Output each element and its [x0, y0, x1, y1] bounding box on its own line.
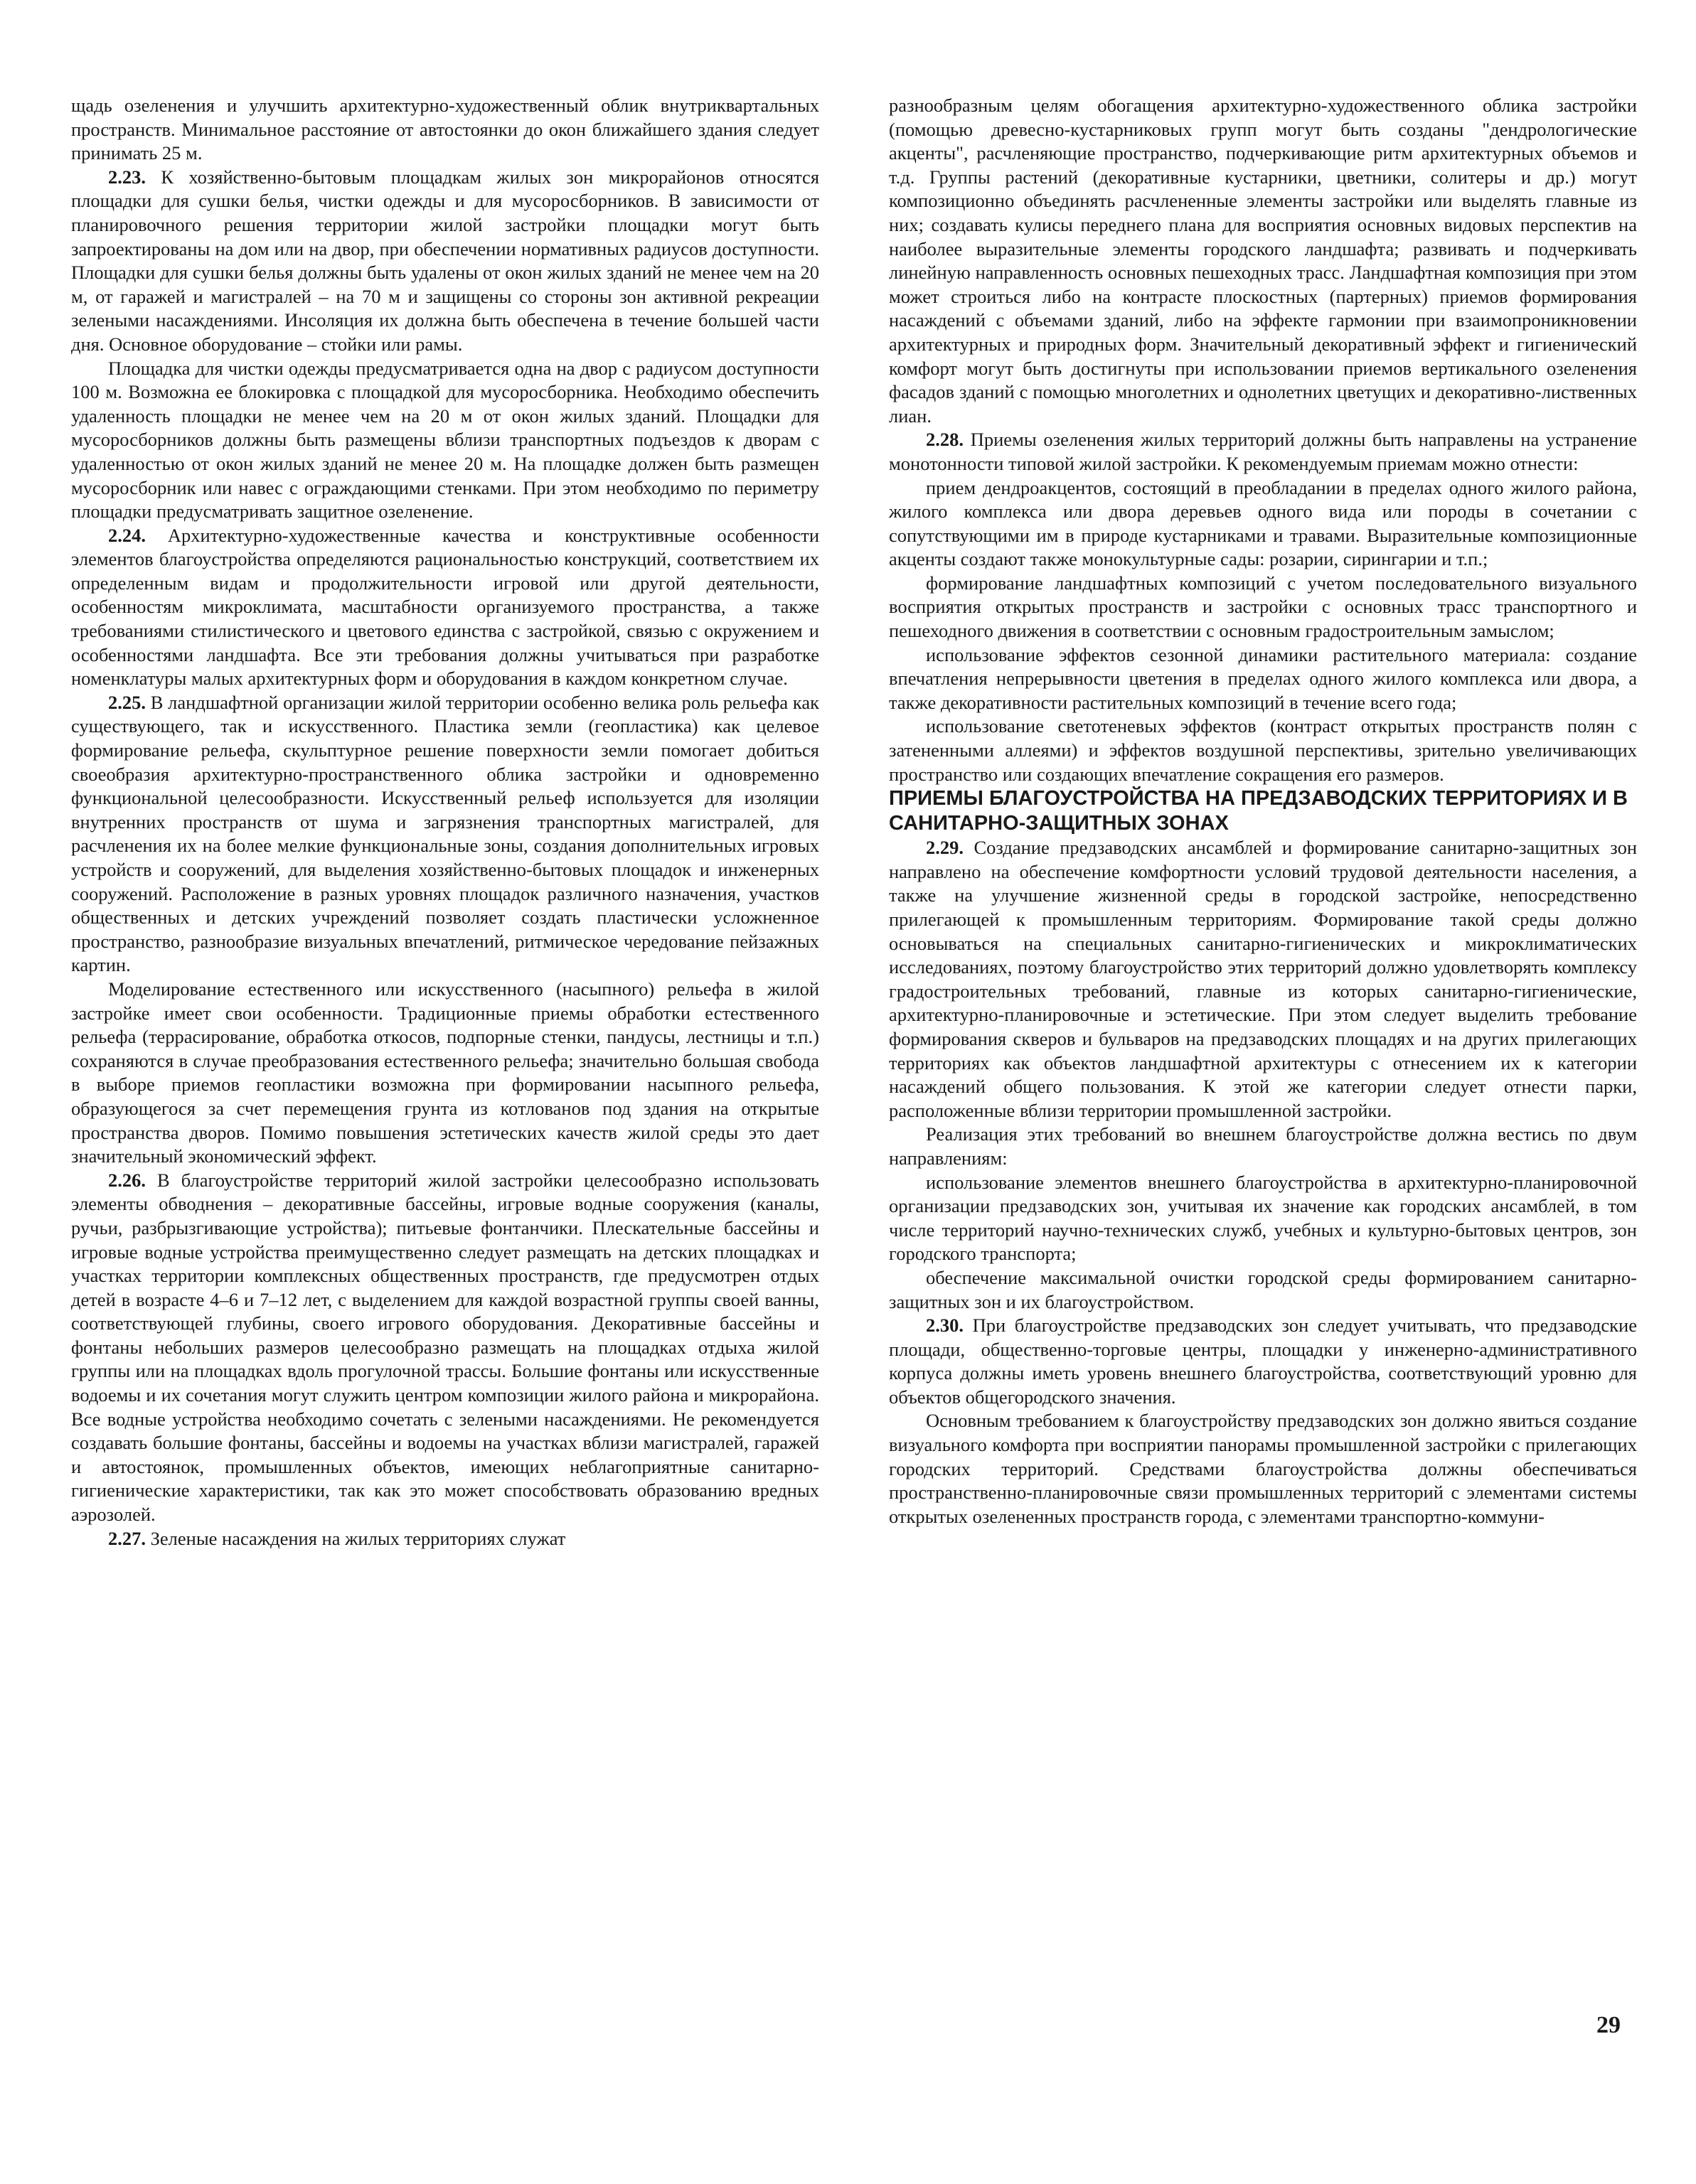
paragraph-2-26: 2.26. В благоустройстве территорий жилой застройки целесообразно использовать элементы обводнения – декоративные бассейны, игровые водные сооружения (каналы, ручьи, разбрызгивающие устройства); питьевые фонтанчики. Плескательные бассейны и игровые водные устройства преимущественно следует размещать на детских площадках и участках территории комплексных общественных пространств, где предусмотрен отдых детей в возрасте 4–6 и 7–12 лет, с выделением для каждой возрастной группы своей ванны, соответствующей глубины, своего игрового оборудования. Декоративные бассейны и фонтаны небольших размеров целесообразно размещать на площадках отдыха жилой группы или на площадках вдоль прогулочной трассы. Большие фонтаны или искусственные водоемы и их сочетания могут служить центром композиции жилого района и микрорайона. Все водные устройства необходимо сочетать с зелеными насаждениями. Не рекомендуется создавать большие фонтаны, бассейны и водоемы на участках вблизи магистралей, гаражей и автостоянок, промышленных объектов, имеющих неблагоприятные санитарно-гигиенические характеристики, так как это может способствовать образованию вредных аэрозолей. — [71, 1169, 819, 1526]
list-item: прием дендроакцентов, состоящий в преобладании в пределах одного жилого района, жилого комплекса или двора деревьев одного вида или породы в сочетании с сопутствующими им в природе кустарниками и травами. Выразительные композиционные акценты создают также монокультурные сады: розарии, сирингарии и т.п.; — [889, 476, 1637, 570]
clause-number: 2.25. — [108, 691, 146, 713]
paragraph: разнообразным целям обогащения архитектурно-художественного облика застройки (помощью древесно-кустарниковых групп могут быть созданы "дендрологические акценты", расчленяющие пространство, подчеркивающие ритм архитектурных объемов и т.д. Группы растений (декоративные кустарники, цветники, солитеры и др.) могут композиционно объединять расчлененные элементы застройки или выделять главные из них; создавать кулисы переднего плана для восприятия основных видовых перспектив на наиболее выразительные элементы городского ландшафта; развивать и подчеркивать линейную направленность основных пешеходных трасс. Ландшафтная композиция при этом может строиться либо на контрасте плоскостных (партерных) приемов формирования насаждений с объемами зданий, либо на эффекте гармонии при взаимопроникновении архитектурных и природных форм. Значительный декоративный эффект и гигиенический комфорт могут быть достигнуты при использовании приемов вертикального озеленения фасадов зданий с помощью многолетних и однолетних цветущих и декоративно-лиственных лиан. — [889, 95, 1637, 427]
clause-number: 2.26. — [108, 1169, 146, 1191]
paragraph: Основным требованием к благоустройству предзаводских зон должно явиться создание визуального комфорта при восприятии панорамы промышленной застройки с прилегающих городских территорий. Средствами благоустройства должны обеспечиваться пространственно-планировочные связи промышленных территорий с элементами системы открытых озелененных пространств города, с элементами транспортно-коммуни- — [889, 1410, 1637, 1527]
list-item: использование светотеневых эффектов (контраст открытых пространств полян с затененными аллеями) и эффектов воздушной перспективы, зрительно увеличивающих пространство или создающих впечатление сокращения его размеров. — [889, 715, 1637, 785]
paragraph-2-23: 2.23. К хозяйственно-бытовым площадкам жилых зон микрорайонов относятся площадки для сушки белья, чистки одежды и для мусоросборников. В зависимости от планировочного решения территории жилой застройки площадки могут быть запроектированы на дом или на двор, при обеспечении нормативных радиусов доступности. Площадки для сушки белья должны быть удалены от окон жилых зданий не менее чем на 20 м, от гаражей и магистралей – на 70 м и защищены со стороны зон активной рекреации зелеными насаждениями. Инсоляция их должна быть обеспечена в течение большей части дня. Основное оборудование – стойки или рамы. — [71, 166, 820, 355]
paragraph-2-29: 2.29. Создание предзаводских ансамблей и формирование санитарно-защитных зон направлено на обеспечение комфортности условий трудовой деятельности населения, а также на улучшение жизненной среды в городской застройке, непосредственно прилегающей к промышленным территориям. Формирование такой среды должно основываться на специальных санитарно-гигиенических и микроклиматических исследованиях, поэтому благоустройство этих территорий должно удовлетворять комплексу градостроительных требований, главные из которых санитарно-гигиенические, архитектурно-планировочные и эстетические. При этом следует выделить требование формирования скверов и бульваров на предзаводских площадях и на других прилегающих территориях как объектов ландшафтной архитектуры с отнесением их к категории насаждений общего пользования. К этой же категории следует отнести парки, расположенные вблизи территории промышленной застройки. — [889, 837, 1638, 1121]
paragraph-2-25: 2.25. В ландшафтной организации жилой территории особенно велика роль рельефа как существующего, так и искусственного. Пластика земли (геопластика) как целевое формирование рельефа, скульптурное решение поверхности земли помогает добиться своеобразия архитектурно-пространственного облика застройки и одновременно функциональной целесообразности. Искусственный рельеф используется для изоляции внутренних пространств от шума и загрязнения транспортных магистралей, для расчленения их на более мелкие функциональные зоны, создания дополнительных игровых устройств и сооружений, для выделения хозяйственно-бытовых площадок и инженерных сооружений. Расположение в разных уровнях площадок различного назначения, участков общественных и детских учреждений позволяет создать пластически усложненное пространство, разнообразие визуальных впечатлений, ритмическое чередование пейзажных картин. — [71, 691, 819, 976]
section-heading: ПРИЕМЫ БЛАГОУСТРОЙСТВА НА ПРЕДЗАВОДСКИХ ТЕРРИТОРИЯХ И В САНИТАРНО-ЗАЩИТНЫХ ЗОНАХ — [889, 787, 1628, 835]
page-number: 29 — [1596, 2012, 1621, 2038]
paragraph-2-27: 2.27. Зеленые насаждения на жилых территориях служат — [108, 1527, 566, 1549]
clause-number: 2.27. — [108, 1527, 146, 1549]
list-item: обеспечение максимальной очистки городской среды формированием санитарно-защитных зон и их благоустройством. — [889, 1266, 1637, 1312]
list-item: использование эффектов сезонной динамики растительного материала: создание впечатления непрерывности цветения в пределах одного жилого комплекса или двора, а также декоративности растительных композиций в течение всего года; — [889, 643, 1637, 713]
clause-number: 2.23. — [108, 166, 146, 188]
paragraph: щадь озеленения и улучшить архитектурно-художественный облик внутриквартальных пространств. Минимальное расстояние от автостоянки до окон ближайшего здания следует принимать 25 м. — [71, 95, 819, 164]
paragraph-2-24: 2.24. Архитектурно-художественные качества и конструктивные особенности элементов благоустройства определяются рациональностью конструкций, соответствием их определенным видам и продолжительности игровой или другой деятельности, особенностям микроклимата, масштабности организуемого пространства, а также требованиями стилистического и цветового единства с застройкой, связью с окружением и особенностями ландшафта. Все эти требования должны учитываться при разработке номенклатуры малых архитектурных форм и оборудования в каждом конкретном случае. — [71, 524, 819, 690]
list-item: использование элементов внешнего благоустройства в архитектурно-планировочной организации предзаводских зон, учитывая их значение как городских ансамблей, в том числе территорий научно-технических служб, учебных и культурно-бытовых центров, зон городского транспорта; — [889, 1171, 1637, 1265]
clause-number: 2.24. — [108, 524, 146, 546]
paragraph-2-28: 2.28. Приемы озеленения жилых территорий должны быть направлены на устранение монотонности типовой жилой застройки. К рекомендуемым приемам можно отнести: — [889, 429, 1638, 474]
paragraph: Моделирование естественного или искусственного (насыпного) рельефа в жилой застройке имеет свои особенности. Традиционные приемы обработки естественного рельефа (террасирование, обработка откосов, подпорные стенки, пандусы, лестницы и т.п.) сохраняются в случае преобразования естественного рельефа; значительно большая свобода в выборе приемов геопластики возможна при формировании насыпного рельефа, образующегося за счет перемещения грунта из котлованов под здания на открытые пространства дворов. Помимо повышения эстетических качеств жилой среды это дает значительный экономический эффект. — [71, 978, 819, 1167]
paragraph-2-30: 2.30. При благоустройстве предзаводских зон следует учитывать, что предзаводские площади, общественно-торговые центры, площадки у инженерно-административного корпуса должны иметь уровень внешнего благоустройства, соответствующий уровню для объектов общегородского значения. — [889, 1315, 1637, 1408]
clause-number: 2.30. — [926, 1315, 964, 1337]
paragraph: Площадка для чистки одежды предусматривается одна на двор с радиусом доступности 100 м. Возможна ее блокировка с площадкой для мусоросборника. Необходимо обеспечить удаленность площадки не менее чем на 20 м от окон жилых зданий. Площадки для мусоросборников должны быть размещены вблизи транспортных подъездов к дворам с удаленностью от окон жилых зданий не менее 20 м. На площадке должен быть размещен мусоросборник или навес с ограждающими стенками. При этом необходимо по периметру площадки предусматривать защитное озеленение. — [71, 357, 819, 523]
paragraph: Реализация этих требований во внешнем благоустройстве должна вестись по двум направлениям: — [889, 1123, 1637, 1169]
list-item: формирование ландшафтных композиций с учетом последовательного визуального восприятия открытых пространств и застройки с основных трасс транспортного и пешеходного движения в соответствии с основным градостроительным замыслом; — [889, 572, 1637, 642]
left-column — [71, 94, 819, 1551]
clause-number: 2.28. — [926, 429, 964, 451]
clause-number: 2.29. — [926, 837, 964, 859]
right-column — [889, 94, 1637, 1529]
